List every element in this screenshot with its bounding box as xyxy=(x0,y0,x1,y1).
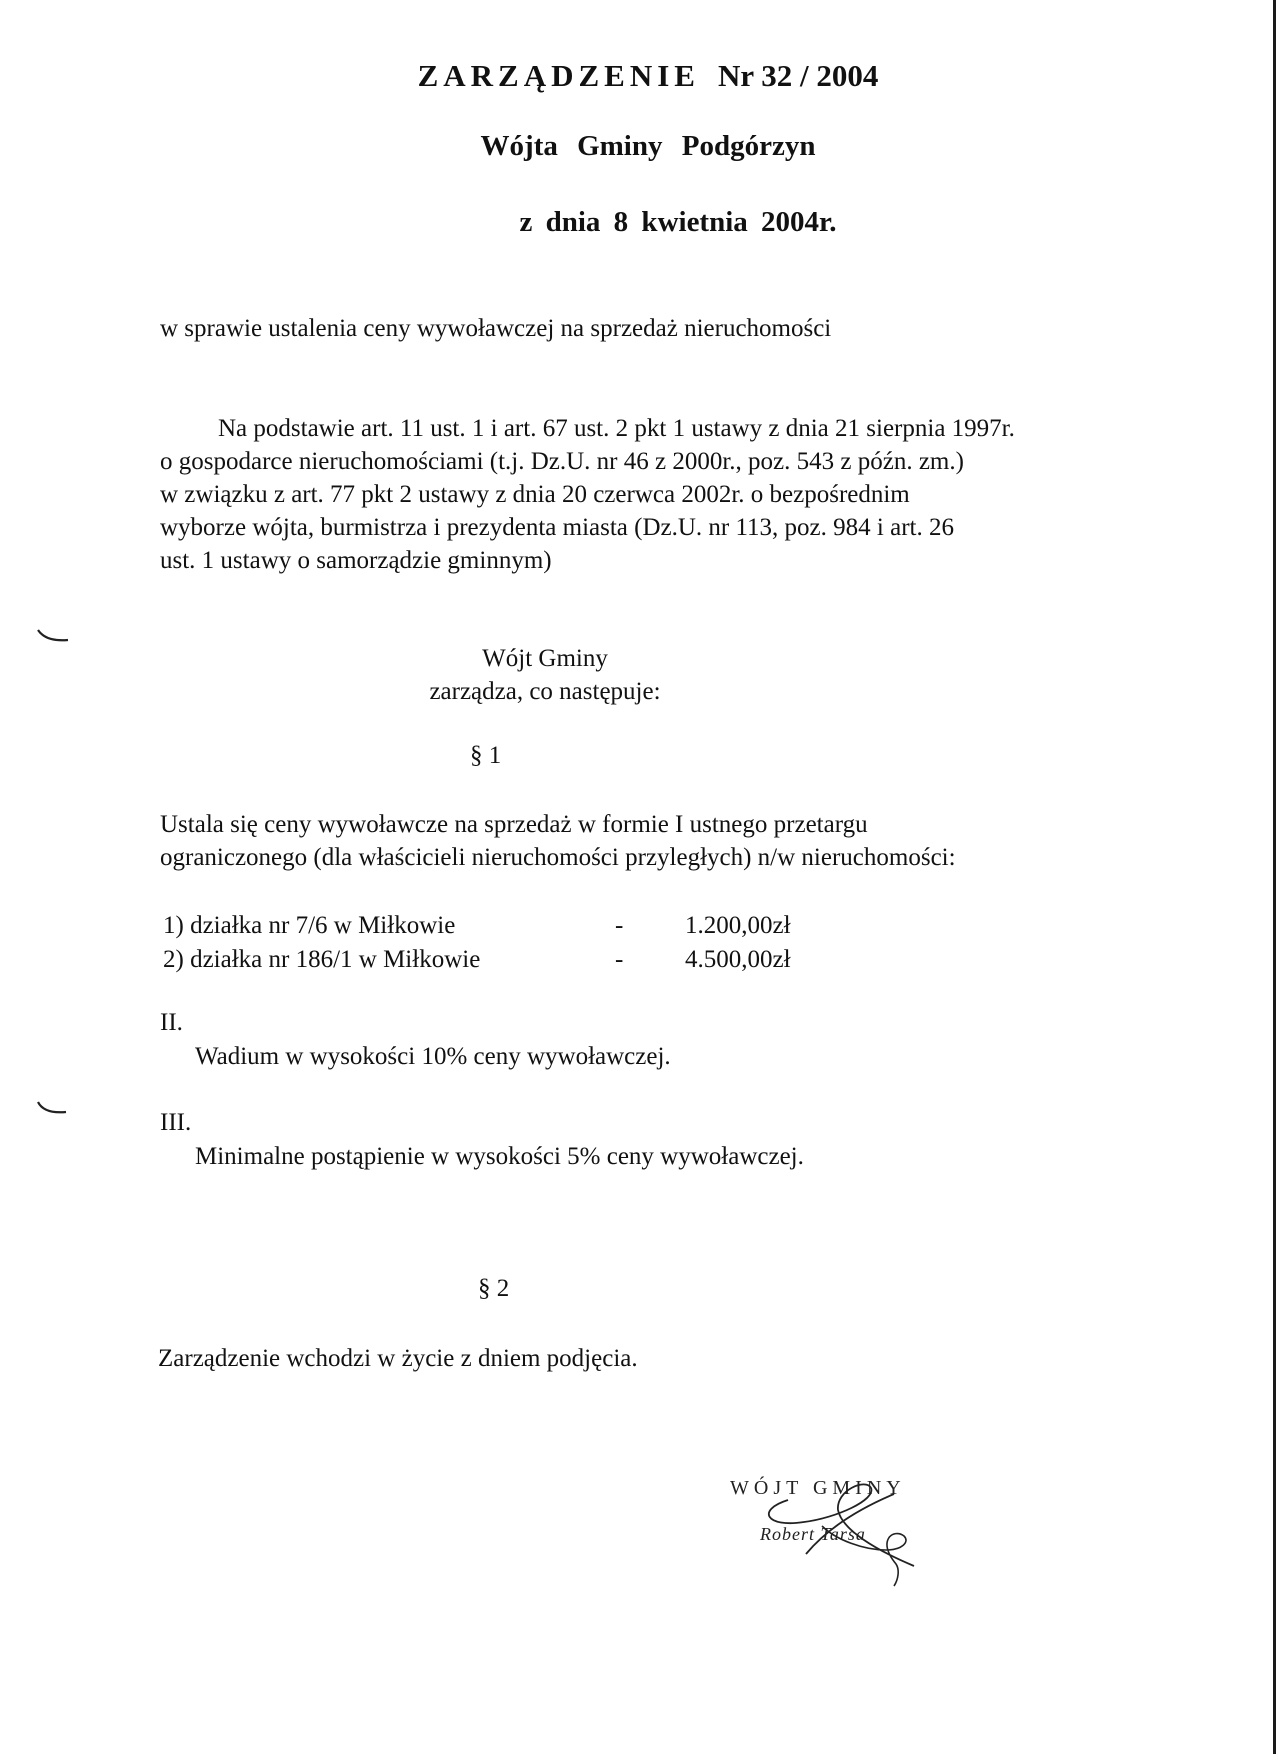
plot-list xyxy=(163,909,863,977)
plot-row xyxy=(163,909,863,943)
plot-price: 4.500,00zł xyxy=(685,946,791,973)
legal-basis xyxy=(160,412,1015,577)
stamp-line-2: Robert Tarsa xyxy=(760,1524,866,1544)
statement-line: ograniczonego (dla właścicieli nieruchomości przyległych) n/w nieruchomości: xyxy=(160,844,956,871)
paragraph-2-symbol: § 2 xyxy=(478,1275,510,1302)
document-title xyxy=(20,58,1276,94)
legal-basis-line: ust. 1 ustawy o samorządzie gminnym) xyxy=(160,547,552,574)
decree-number: Nr 32 / 2004 xyxy=(717,58,879,93)
plot-dash: - xyxy=(615,912,624,939)
decree-heading-line: Wójt Gminy xyxy=(482,645,608,672)
title-word: ZARZĄDZENIE xyxy=(417,58,700,93)
subject-line: w sprawie ustalenia ceny wywoławczej na sprzedaż nieruchomości xyxy=(160,315,832,342)
plot-name: 1) działka nr 7/6 w Miłkowie xyxy=(163,912,456,939)
issuing-authority: Wójta Gminy Podgórzyn xyxy=(480,130,816,162)
margin-mark xyxy=(36,628,70,648)
plot-price: 1.200,00zł xyxy=(685,912,791,939)
legal-basis-line: o gospodarce nieruchomościami (t.j. Dz.U. nr 46 z 2000r., poz. 543 z późn. zm.) xyxy=(160,448,964,475)
paragraph-1-symbol: § 1 xyxy=(470,742,502,769)
signature-stamp xyxy=(726,1470,956,1610)
legal-basis-line: wyborze wójta, burmistrza i prezydenta miasta (Dz.U. nr 113, poz. 984 i art. 26 xyxy=(160,514,954,541)
section-number: II. xyxy=(160,1009,183,1036)
plot-name: 2) działka nr 186/1 w Miłkowie xyxy=(163,946,481,973)
issue-date: z dnia 8 kwietnia 2004r. xyxy=(519,206,837,238)
statement-line: Ustala się ceny wywoławcze na sprzedaż w formie I ustnego przetargu xyxy=(160,811,868,838)
section-text: Minimalne postąpienie w wysokości 5% ceny wywoławczej. xyxy=(195,1143,804,1170)
section-number: III. xyxy=(160,1109,192,1136)
plot-row xyxy=(163,943,863,977)
legal-basis-line: Na podstawie art. 11 ust. 1 i art. 67 ust. 2 pkt 1 ustawy z dnia 21 sierpnia 1997r. xyxy=(218,415,1015,442)
decree-heading-line: zarządza, co następuje: xyxy=(429,678,661,705)
margin-mark xyxy=(36,1100,70,1120)
stamp-line-1: WÓJT GMINY xyxy=(730,1477,906,1499)
paragraph-2-text: Zarządzenie wchodzi w życie z dniem podjęcia. xyxy=(158,1345,638,1372)
decree-heading xyxy=(400,642,690,708)
plot-dash: - xyxy=(615,946,624,973)
section-text: Wadium w wysokości 10% ceny wywoławczej. xyxy=(195,1043,671,1070)
legal-basis-line: w związku z art. 77 pkt 2 ustawy z dnia 20 czerwca 2002r. o bezpośrednim xyxy=(160,481,910,508)
paragraph-1-statement xyxy=(160,808,956,874)
